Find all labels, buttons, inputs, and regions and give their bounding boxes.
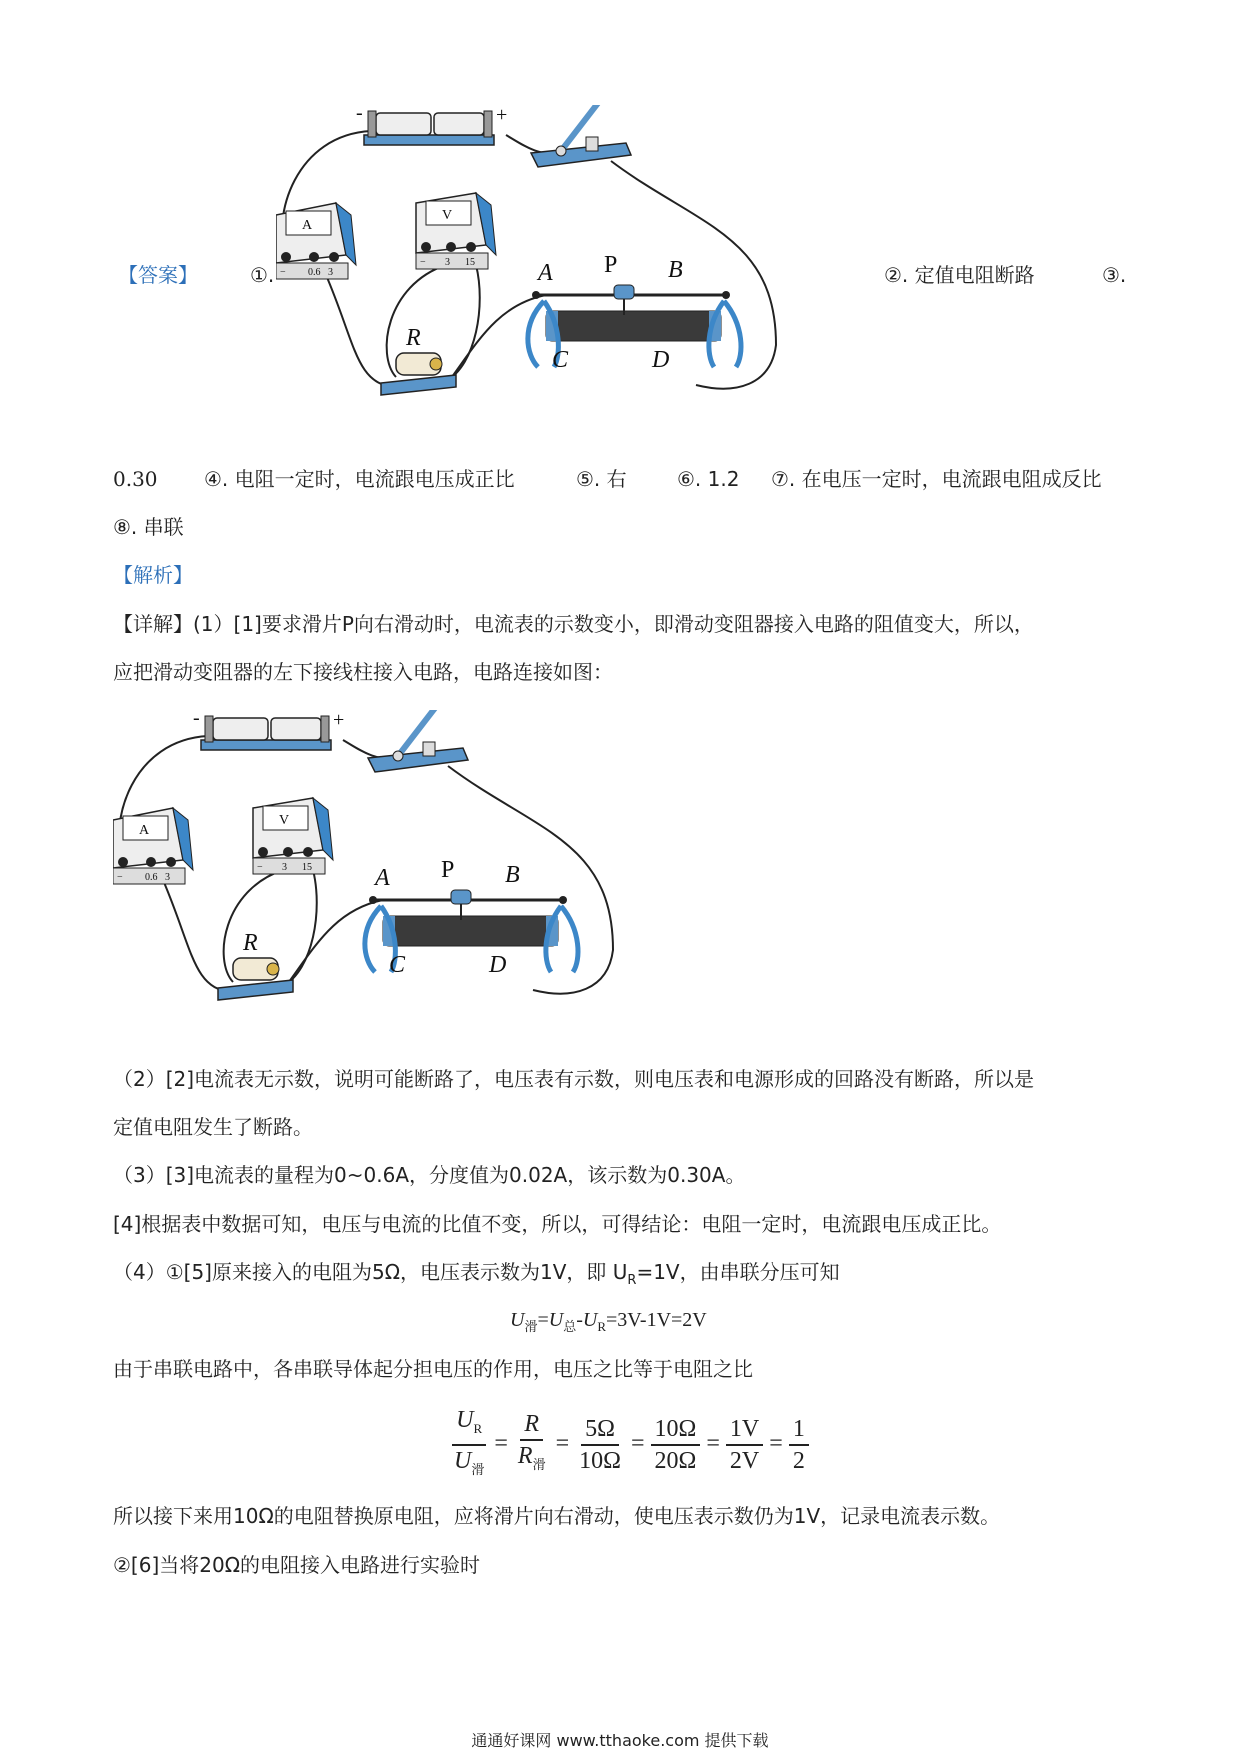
voltmeter-label: V <box>442 208 453 223</box>
battery-cell <box>376 113 431 135</box>
resistor-label: R <box>406 325 421 351</box>
wire <box>446 265 480 381</box>
wire <box>283 870 317 986</box>
f2d: R <box>517 1443 533 1470</box>
detail-p7: 所以接下来用10Ω的电阻替换原电阻，应将滑片向右滑动，使电压表示数仍为1V，记录电流表示数。 <box>113 1504 1001 1528</box>
battery-plus-label: + <box>333 710 345 731</box>
battery-clip <box>205 716 213 742</box>
switch-contact <box>423 742 435 756</box>
resistor-cap <box>267 963 279 975</box>
voltmeter-terminal <box>466 242 476 252</box>
battery-cell <box>271 718 321 740</box>
equation-2 <box>444 1405 815 1485</box>
battery-plus-label: + <box>496 105 508 126</box>
ammeter-scale-label: 3 <box>328 267 333 278</box>
answer-3-number: ③. <box>1102 263 1127 287</box>
f1d: U <box>454 1447 472 1474</box>
eq1-eq: = <box>537 1309 549 1331</box>
answer-1-number: ①. <box>250 263 275 287</box>
f6n: 1 <box>789 1414 809 1446</box>
rheostat-label-c: C <box>552 347 569 373</box>
voltmeter-terminal <box>303 847 313 857</box>
eq-sign-4: = <box>706 1430 720 1457</box>
battery-minus-label: - <box>193 710 200 729</box>
voltmeter-terminal <box>258 847 268 857</box>
answer-6: ⑥. 1.2 <box>677 467 740 491</box>
answer-7: ⑦. 在电压一定时，电流跟电阻成反比 <box>771 467 1102 491</box>
battery-clip <box>321 716 329 742</box>
eq1-sub-z: 总 <box>563 1319 577 1334</box>
rheostat-label-d: D <box>652 347 670 373</box>
voltmeter-scale-label: 15 <box>302 862 312 873</box>
eq-sign-5: = <box>769 1430 783 1457</box>
voltmeter-base <box>253 858 325 874</box>
eq1-u: U <box>510 1309 525 1331</box>
circuit-diagram-solution <box>113 710 683 1050</box>
rheostat-coil <box>383 916 558 946</box>
rheostat-label-a: A <box>375 865 390 891</box>
voltmeter-terminal <box>283 847 293 857</box>
frac-10-20 <box>651 1414 701 1476</box>
voltmeter-base <box>416 253 488 269</box>
f1n: U <box>456 1407 474 1433</box>
frac-5-10 <box>575 1414 625 1476</box>
eq1-minus: - <box>576 1309 583 1331</box>
f3d: 10Ω <box>579 1447 621 1474</box>
eq-sign-2: = <box>555 1430 570 1457</box>
detail-p5-tail: =1V，由串联分压可知 <box>636 1260 840 1284</box>
detail-p4: [4]根据表中数据可知，电压与电流的比值不变，所以，可得结论：电阻一定时，电流跟电压成正比。 <box>113 1212 1002 1236</box>
f2d-sub: 滑 <box>532 1457 546 1473</box>
f3n: 5Ω <box>581 1414 619 1446</box>
circuit-diagram-answer <box>276 105 846 445</box>
resistor-label: R <box>243 930 258 956</box>
eq1-sub-h: 滑 <box>524 1319 538 1334</box>
battery-minus-label: - <box>356 105 363 124</box>
rheostat-label-b: B <box>668 257 683 283</box>
frac-r-rh <box>514 1409 550 1480</box>
rheostat-label-c: C <box>389 952 406 978</box>
f1d-sub: 滑 <box>471 1461 485 1477</box>
detail-p5 <box>113 1258 840 1295</box>
battery-base <box>201 740 331 750</box>
frac-1v-2v <box>726 1414 763 1476</box>
wire <box>163 880 233 992</box>
f1n-sub: R <box>473 1420 483 1436</box>
rheostat-label-p: P <box>441 857 455 883</box>
detail-p2b: 定值电阻发生了断路。 <box>113 1115 313 1139</box>
switch-base <box>531 143 631 167</box>
analysis-tag: 【解析】 <box>113 563 193 587</box>
frac-ur-uh <box>450 1405 488 1485</box>
voltmeter-terminal <box>421 242 431 252</box>
ammeter-label: A <box>139 823 150 838</box>
answer-3-value: 0.30 <box>113 467 158 491</box>
answer-5: ⑤. 右 <box>576 467 627 491</box>
ammeter-terminal <box>309 252 319 262</box>
voltmeter-scale-label: 3 <box>282 862 287 873</box>
answer-8: ⑧. 串联 <box>113 515 184 539</box>
f6d: 2 <box>792 1447 805 1474</box>
circuit-figure <box>276 105 776 395</box>
eq1-rest: =3V-1V=2V <box>606 1309 707 1331</box>
ammeter-terminal <box>166 857 176 867</box>
f5n: 1V <box>726 1414 763 1446</box>
ammeter-terminal <box>329 252 339 262</box>
ammeter-scale-label: − <box>280 267 286 278</box>
rheostat-label-a: A <box>538 260 553 286</box>
ammeter-scale-label: 0.6 <box>308 267 321 278</box>
ammeter-terminal <box>281 252 291 262</box>
resistor-base <box>381 375 456 395</box>
circuit-figure <box>113 710 613 1000</box>
switch-contact <box>586 137 598 151</box>
ammeter-scale-label: 0.6 <box>145 872 158 883</box>
equation-1 <box>510 1306 707 1341</box>
battery-base <box>364 135 494 145</box>
wire <box>283 900 383 990</box>
detail-p3: （3）[3]电流表的量程为0~0.6A，分度值为0.02A，该示数为0.30A。 <box>113 1163 746 1187</box>
frac-1-2 <box>789 1414 809 1476</box>
rheostat-label-d: D <box>489 952 507 978</box>
eq1-u2: U <box>548 1309 564 1331</box>
battery-cell <box>434 113 484 135</box>
eq-sign-1: = <box>494 1430 508 1457</box>
rheostat-label-b: B <box>505 862 520 888</box>
wire <box>448 766 613 994</box>
rheostat-terminal-a <box>532 291 540 299</box>
voltmeter-scale-label: 3 <box>445 257 450 268</box>
detail-p8: ②[6]当将20Ω的电阻接入电路进行实验时 <box>113 1553 480 1577</box>
detail-p6: 由于串联电路中，各串联导体起分担电压的作用，电压之比等于电阻之比 <box>113 1357 753 1381</box>
resistor-base <box>218 980 293 1000</box>
voltmeter-scale-label: 15 <box>465 257 475 268</box>
ammeter-terminal <box>118 857 128 867</box>
rheostat-terminal-a <box>369 896 377 904</box>
ammeter-scale-label: 3 <box>165 872 170 883</box>
rheostat-coil <box>546 311 721 341</box>
battery-cell <box>213 718 268 740</box>
battery-clip <box>368 111 376 137</box>
wire <box>611 161 776 389</box>
wire <box>326 275 396 387</box>
voltmeter-scale-label: − <box>420 257 426 268</box>
rheostat-label-p: P <box>604 252 618 278</box>
ammeter-scale-label: − <box>117 872 123 883</box>
voltmeter-label: V <box>279 813 290 828</box>
f2n: R <box>524 1411 540 1438</box>
rheostat-slider <box>614 285 634 299</box>
switch-pivot <box>556 146 566 156</box>
switch-pivot <box>393 751 403 761</box>
voltmeter-terminal <box>446 242 456 252</box>
eq1-u3: U <box>582 1309 598 1331</box>
rheostat-slider <box>451 890 471 904</box>
rheostat-terminal-b <box>559 896 567 904</box>
eq1-sub-r: R <box>597 1319 607 1334</box>
f4n: 10Ω <box>651 1414 701 1446</box>
detail-p1a: 【详解】(1）[1]要求滑片P向右滑动时，电流表的示数变小，即滑动变阻器接入电路的阻值变大，所以， <box>113 612 1034 636</box>
detail-p5-sub: R <box>627 1273 637 1288</box>
ammeter-label: A <box>302 218 313 233</box>
switch-base <box>368 748 468 772</box>
answer-4: ④. 电阻一定时，电流跟电压成正比 <box>204 467 515 491</box>
rheostat-terminal-b <box>722 291 730 299</box>
answer-tag: 【答案】 <box>118 263 198 287</box>
ammeter-terminal <box>146 857 156 867</box>
detail-p2a: （2）[2]电流表无示数，说明可能断路了，电压表有示数，则电压表和电源形成的回路没有断路，所以是 <box>113 1067 1035 1091</box>
battery-clip <box>484 111 492 137</box>
wire <box>446 295 546 385</box>
answer-2: ②. 定值电阻断路 <box>884 263 1035 287</box>
f4d: 20Ω <box>654 1447 697 1474</box>
detail-p1b: 应把滑动变阻器的左下接线柱接入电路，电路连接如图： <box>113 660 613 684</box>
voltmeter-scale-label: − <box>257 862 263 873</box>
f5d: 2V <box>729 1447 760 1474</box>
resistor-cap <box>430 358 442 370</box>
page-footer: 通通好课网 www.tthaoke.com 提供下载 <box>471 1731 769 1750</box>
eq-sign-3: = <box>630 1430 645 1457</box>
detail-p5-text: （4）①[5]原来接入的电阻为5Ω，电压表示数为1V，即 U <box>113 1260 628 1284</box>
